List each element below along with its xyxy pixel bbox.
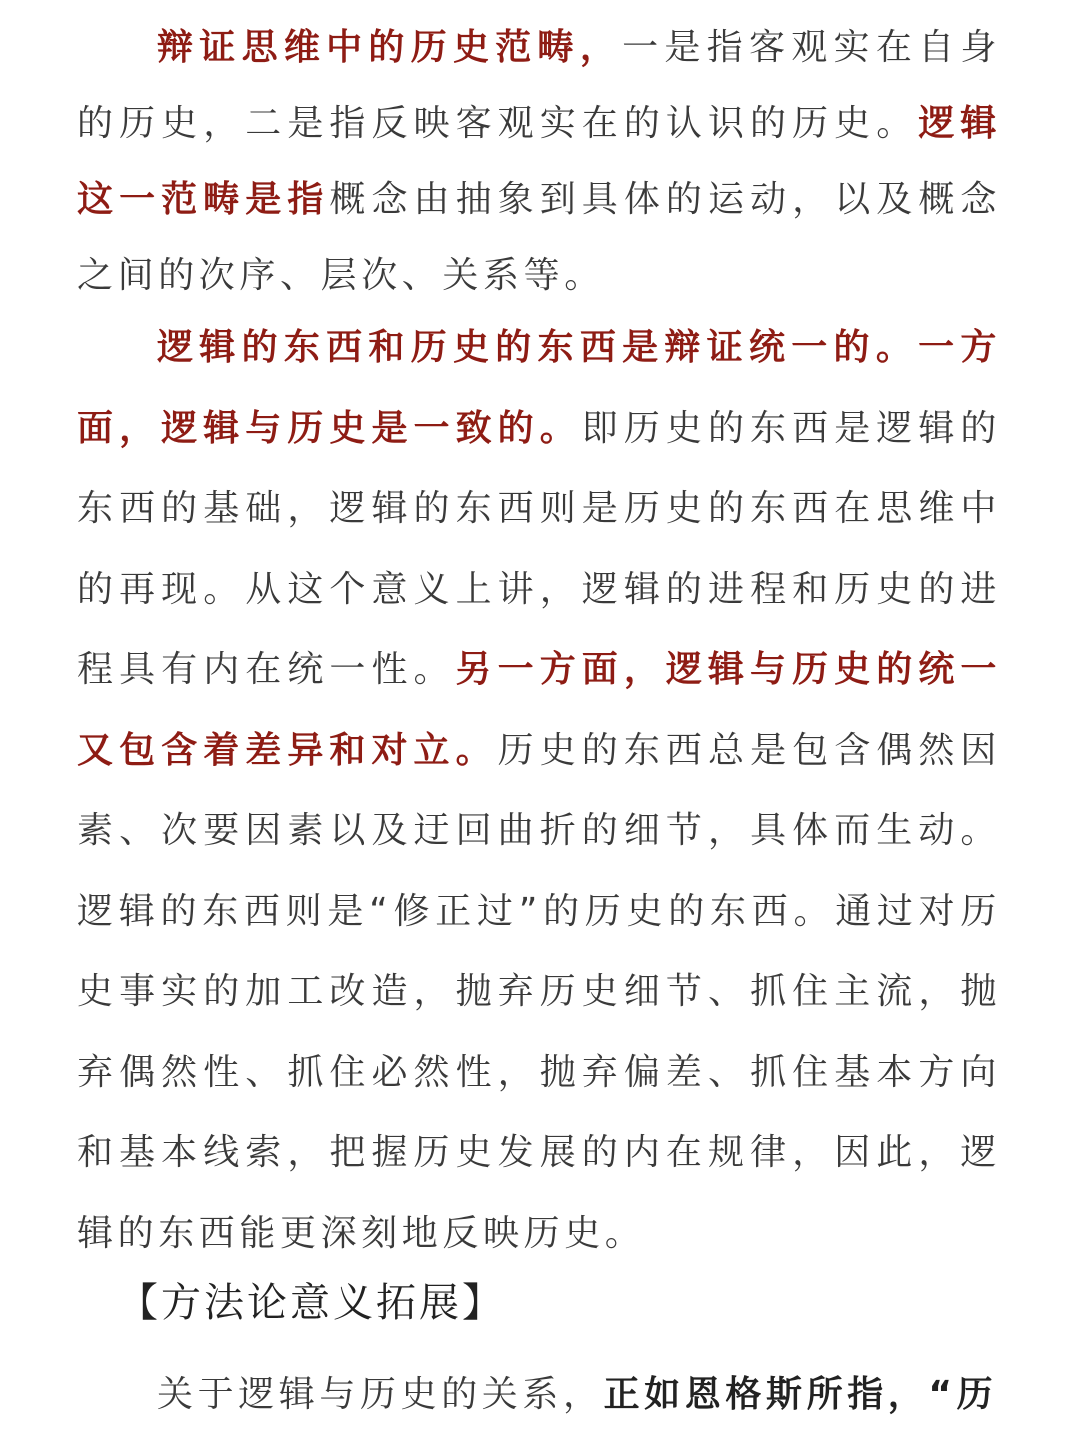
text-unity-explanation: 即历史的东西是逻辑的东西的基础，逻辑的东西则是历史的东西在思维中的再现。从这个意义上讲，逻辑的进程和历史的进程具有内在统一性。 (77, 407, 1001, 690)
text-logic-definition: 概念由抽象到具体的运动，以及概念之间的次序、层次、关系等。 (77, 179, 1001, 296)
paragraph-engels-quote (77, 1357, 1001, 1433)
text-difference-explanation: 历史的东西总是包含偶然因素、次要因素以及迂回曲折的细节，具体而生动。逻辑的东西则是“修正过”的历史的东西。通过对历史事实的加工改造，抛弃历史细节、抓住主流，抛弃偶然性、抓住必然性，抛弃偏差、抓住基本方向和基本线索，把握历史发展的内在规律，因此，逻辑的东西能更深刻地反映历史。 (77, 729, 1001, 1254)
text-history-definition: 一是指客观实在自身的历史，二是指反映客观实在的认识的历史。 (77, 27, 1001, 144)
highlight-dialectical-unity: 逻辑的东西和历史的东西是辩证统一的。一方面，逻辑与历史是一致的。 (77, 327, 1001, 449)
highlight-engels: 正如恩格斯所指，“历 (603, 1374, 998, 1415)
highlight-difference-opposition: 另一方面，逻辑与历史的统一又包含着差异和对立。 (77, 649, 1001, 771)
paragraph-dialectical-unity (77, 308, 1001, 1274)
highlight-history-category: 辩证思维中的历史范畴， (157, 27, 623, 68)
section-heading-methodology: 【方法论意义拓展】 (118, 1280, 505, 1326)
paragraph-history-logic-categories (77, 10, 1001, 314)
text-relation-intro: 关于逻辑与历史的关系， (157, 1374, 604, 1415)
highlight-logic-category: 逻辑这一范畴是指 (77, 103, 1001, 220)
